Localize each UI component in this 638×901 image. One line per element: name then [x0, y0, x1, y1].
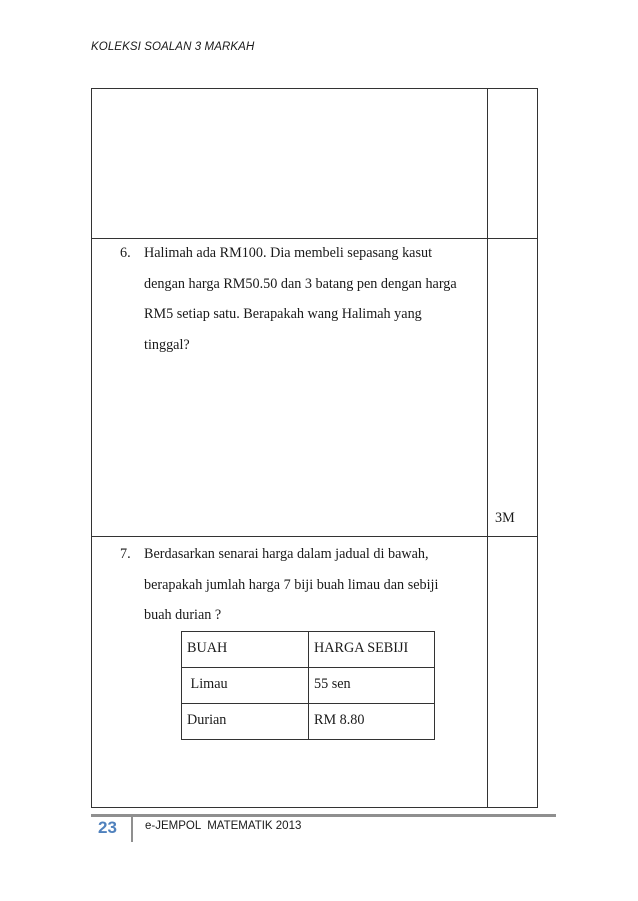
- document-header: KOLEKSI SOALAN 3 MARKAH: [91, 41, 255, 53]
- question-line: tinggal?: [144, 336, 190, 353]
- footer-separator: [131, 817, 133, 842]
- table-header-cell: BUAH: [182, 632, 309, 668]
- question-line: berapakah jumlah harga 7 biji buah limau dan sebiji: [144, 576, 439, 593]
- table-cell: RM 8.80: [309, 704, 435, 740]
- table-header-cell: HARGA SEBIJI: [309, 632, 435, 668]
- question-line: RM5 setiap satu. Berapakah wang Halimah yang: [144, 306, 422, 322]
- mark-label: 3M: [495, 510, 515, 526]
- question-number: 7.: [120, 546, 131, 562]
- table-cell: Durian: [182, 704, 309, 740]
- row-divider-2: [91, 536, 538, 537]
- table-row: [182, 704, 435, 740]
- question-line: Halimah ada RM100. Dia membeli sepasang kasut: [144, 245, 433, 261]
- question-line: Berdasarkan senarai harga dalam jadual di bawah,: [144, 546, 429, 562]
- footer-text: e-JEMPOL MATEMATIK 2013: [145, 820, 302, 832]
- table-cell: 55 sen: [309, 668, 435, 704]
- question-text: [144, 238, 484, 360]
- footer-rule: [91, 814, 556, 817]
- table-cell: Limau: [182, 668, 309, 704]
- mark-column-divider: [487, 88, 488, 808]
- question-line: buah durian ?: [144, 607, 222, 623]
- table-row: [182, 668, 435, 704]
- page-number: 23: [98, 818, 117, 837]
- question-number: 6.: [120, 245, 131, 261]
- question-line: dengan harga RM50.50 dan 3 batang pen dengan harga: [144, 275, 457, 292]
- table-header-row: [182, 632, 435, 668]
- question-text: [144, 539, 484, 631]
- price-table: [181, 631, 435, 740]
